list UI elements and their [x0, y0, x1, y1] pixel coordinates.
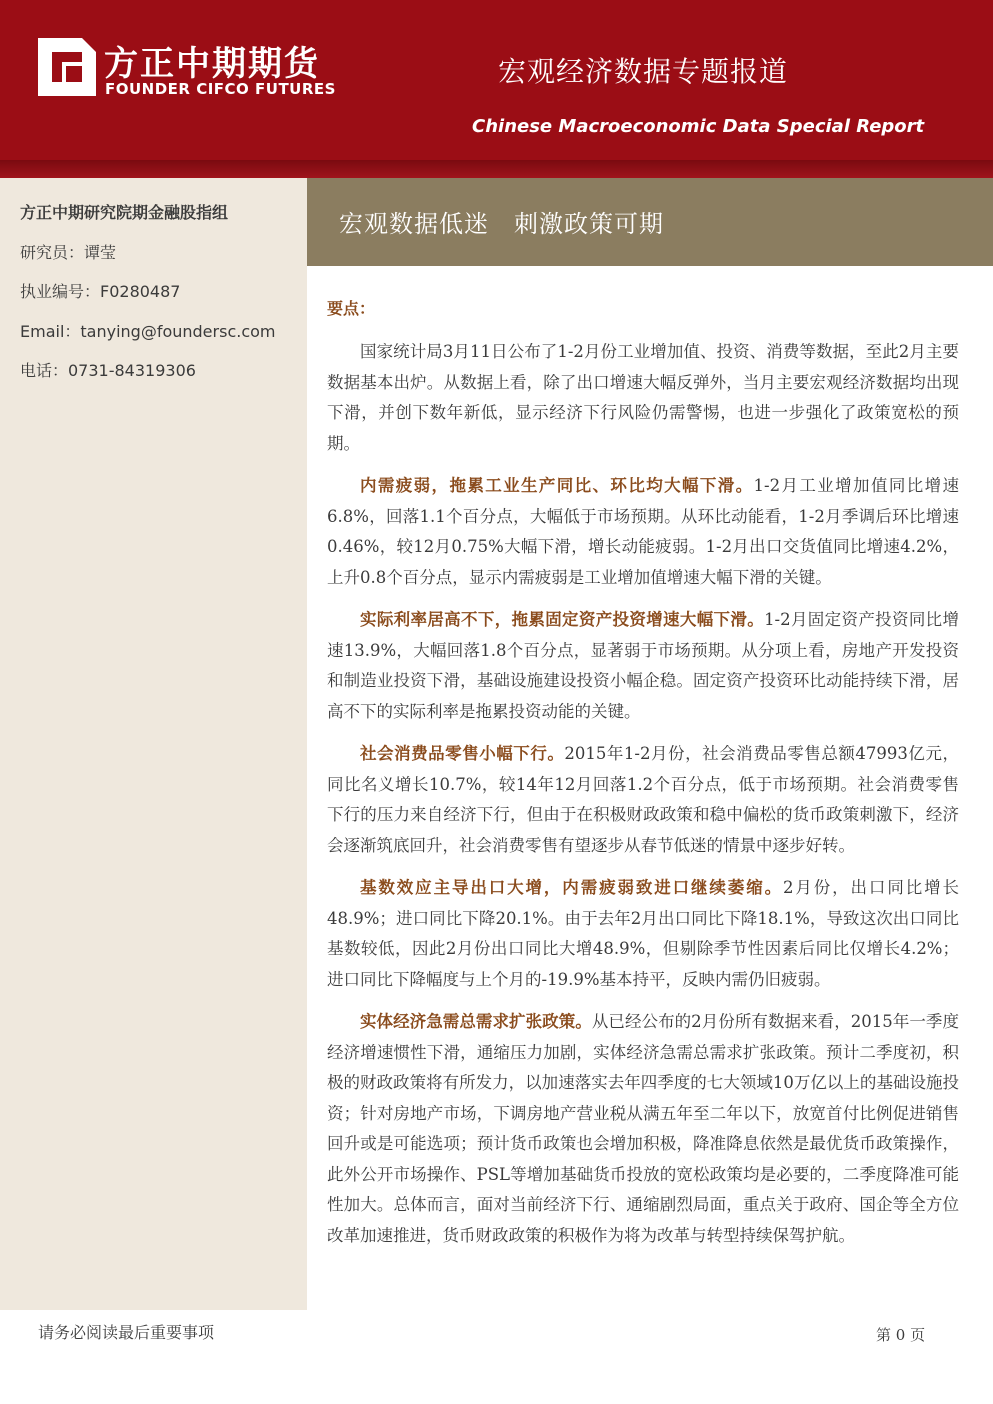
paragraph-body: 1-2月固定资产投资同比增速13.9%，大幅回落1.8个百分点，显著弱于市场预期。从分项上看，房地产开发投资和制造业投资下滑，基础设施建设投资小幅企稳。固定资产投资环比动能持续下滑，居高不下的实际利率是拖累投资动能的关键。 [327, 610, 959, 721]
founder-logo-icon [38, 38, 96, 96]
logo-name-en: FOUNDER CIFCO FUTURES [105, 80, 336, 98]
header-divider [0, 160, 993, 178]
paragraph-body: 从已经公布的2月份所有数据来看，2015年一季度经济增速惯性下滑，通缩压力加剧，实体经济急需总需求扩张政策。预计二季度初，积极的财政政策将有所发力，以加速落实去年四季度的七大领域10万亿以上的基础设施投资；针对房地产市场，下调房地产营业税从满五年至二年以下，放宽首付比例促进销售回升或是可能选项；预计货币政策也会增加积极，降准降息依然是最优货币政策操作，此外公开市场操作、PSL等增加基础货币投放的宽松政策均是必要的，二季度降准可能性加大。总体而言，面对当前经济下行、通缩剧烈局面，重点关于政府、国企等全方位改革加速推进，货币财政政策的积极作为将为改革与转型持续保驾护航。 [327, 1012, 959, 1245]
article-body [327, 296, 959, 1263]
report-header [0, 0, 993, 160]
paragraph [327, 471, 959, 593]
author-sidebar [0, 178, 307, 1310]
paragraph-lead: 实体经济急需总需求扩张政策。 [360, 1012, 592, 1031]
analyst-email[interactable]: Email：tanying@foundersc.com [20, 322, 276, 341]
analyst-phone: 电话：0731-84319306 [20, 361, 196, 380]
paragraph-body: 2月份，出口同比增长48.9%；进口同比下降20.1%。由于去年2月出口同比下降18.1%，导致这次出口同比基数较低，因此2月份出口同比大增48.9%，但剔除季节性因素后同比仅增长4.2%；进口同比下降幅度与上个月的-19.9%基本持平，反映内需仍旧疲弱。 [327, 878, 959, 989]
article-title-band [307, 178, 993, 266]
paragraph-lead: 实际利率居高不下，拖累固定资产投资增速大幅下滑。 [360, 610, 765, 629]
paragraph [327, 873, 959, 995]
research-group: 方正中期研究院期金融股指组 [20, 203, 229, 222]
paragraph-body: 国家统计局3月11日公布了1-2月份工业增加值、投资、消费等数据，至此2月主要数据基本出炉。从数据上看，除了出口增速大幅反弹外，当月主要宏观经济数据均出现下滑，并创下数年新低，显示经济下行风险仍需警惕，也进一步强化了政策宽松的预期。 [327, 342, 959, 453]
page-number: 第 0 页 [876, 1326, 926, 1344]
analyst-name: 研究员：谭莹 [20, 243, 117, 262]
report-title-cn: 宏观经济数据专题报道 [498, 55, 789, 88]
report-title-en: Chinese Macroeconomic Data Special Report [472, 116, 925, 137]
article-title: 宏观数据低迷 刺激政策可期 [339, 210, 664, 238]
disclaimer-notice: 请务必阅读最后重要事项 [38, 1323, 215, 1342]
paragraph [327, 337, 959, 459]
paragraph-body: 1-2月工业增加值同比增速6.8%，回落1.1个百分点，大幅低于市场预期。从环比动能看，1-2月季调后环比增速0.46%，较12月0.75%大幅下滑，增长动能疲弱。1-2月出口交货值同比增速4.2%，上升0.8个百分点，显示内需疲弱是工业增加值增速大幅下滑的关键。 [327, 476, 959, 587]
paragraph-lead: 内需疲弱，拖累工业生产同比、环比均大幅下滑。 [360, 476, 754, 495]
paragraph [327, 605, 959, 727]
paragraph-lead: 基数效应主导出口大增，内需疲弱致进口继续萎缩。 [360, 878, 783, 897]
paragraph-lead: 社会消费品零售小幅下行。 [360, 744, 565, 763]
paragraph [327, 739, 959, 861]
logo-name-cn: 方正中期期货 [104, 44, 320, 84]
paragraph-body: 2015年1-2月份，社会消费品零售总额47993亿元，同比名义增长10.7%，较14年12月回落1.2个百分点，低于市场预期。社会消费零售下行的压力来自经济下行，但由于在积极财政政策和稳中偏松的货币政策刺激下，经济会逐渐筑底回升，社会消费零售有望逐步从春节低迷的情景中逐步好转。 [327, 744, 959, 855]
paragraph [327, 1007, 959, 1251]
key-points-label: 要点： [327, 299, 376, 318]
license-number: 执业编号：F0280487 [20, 282, 181, 301]
